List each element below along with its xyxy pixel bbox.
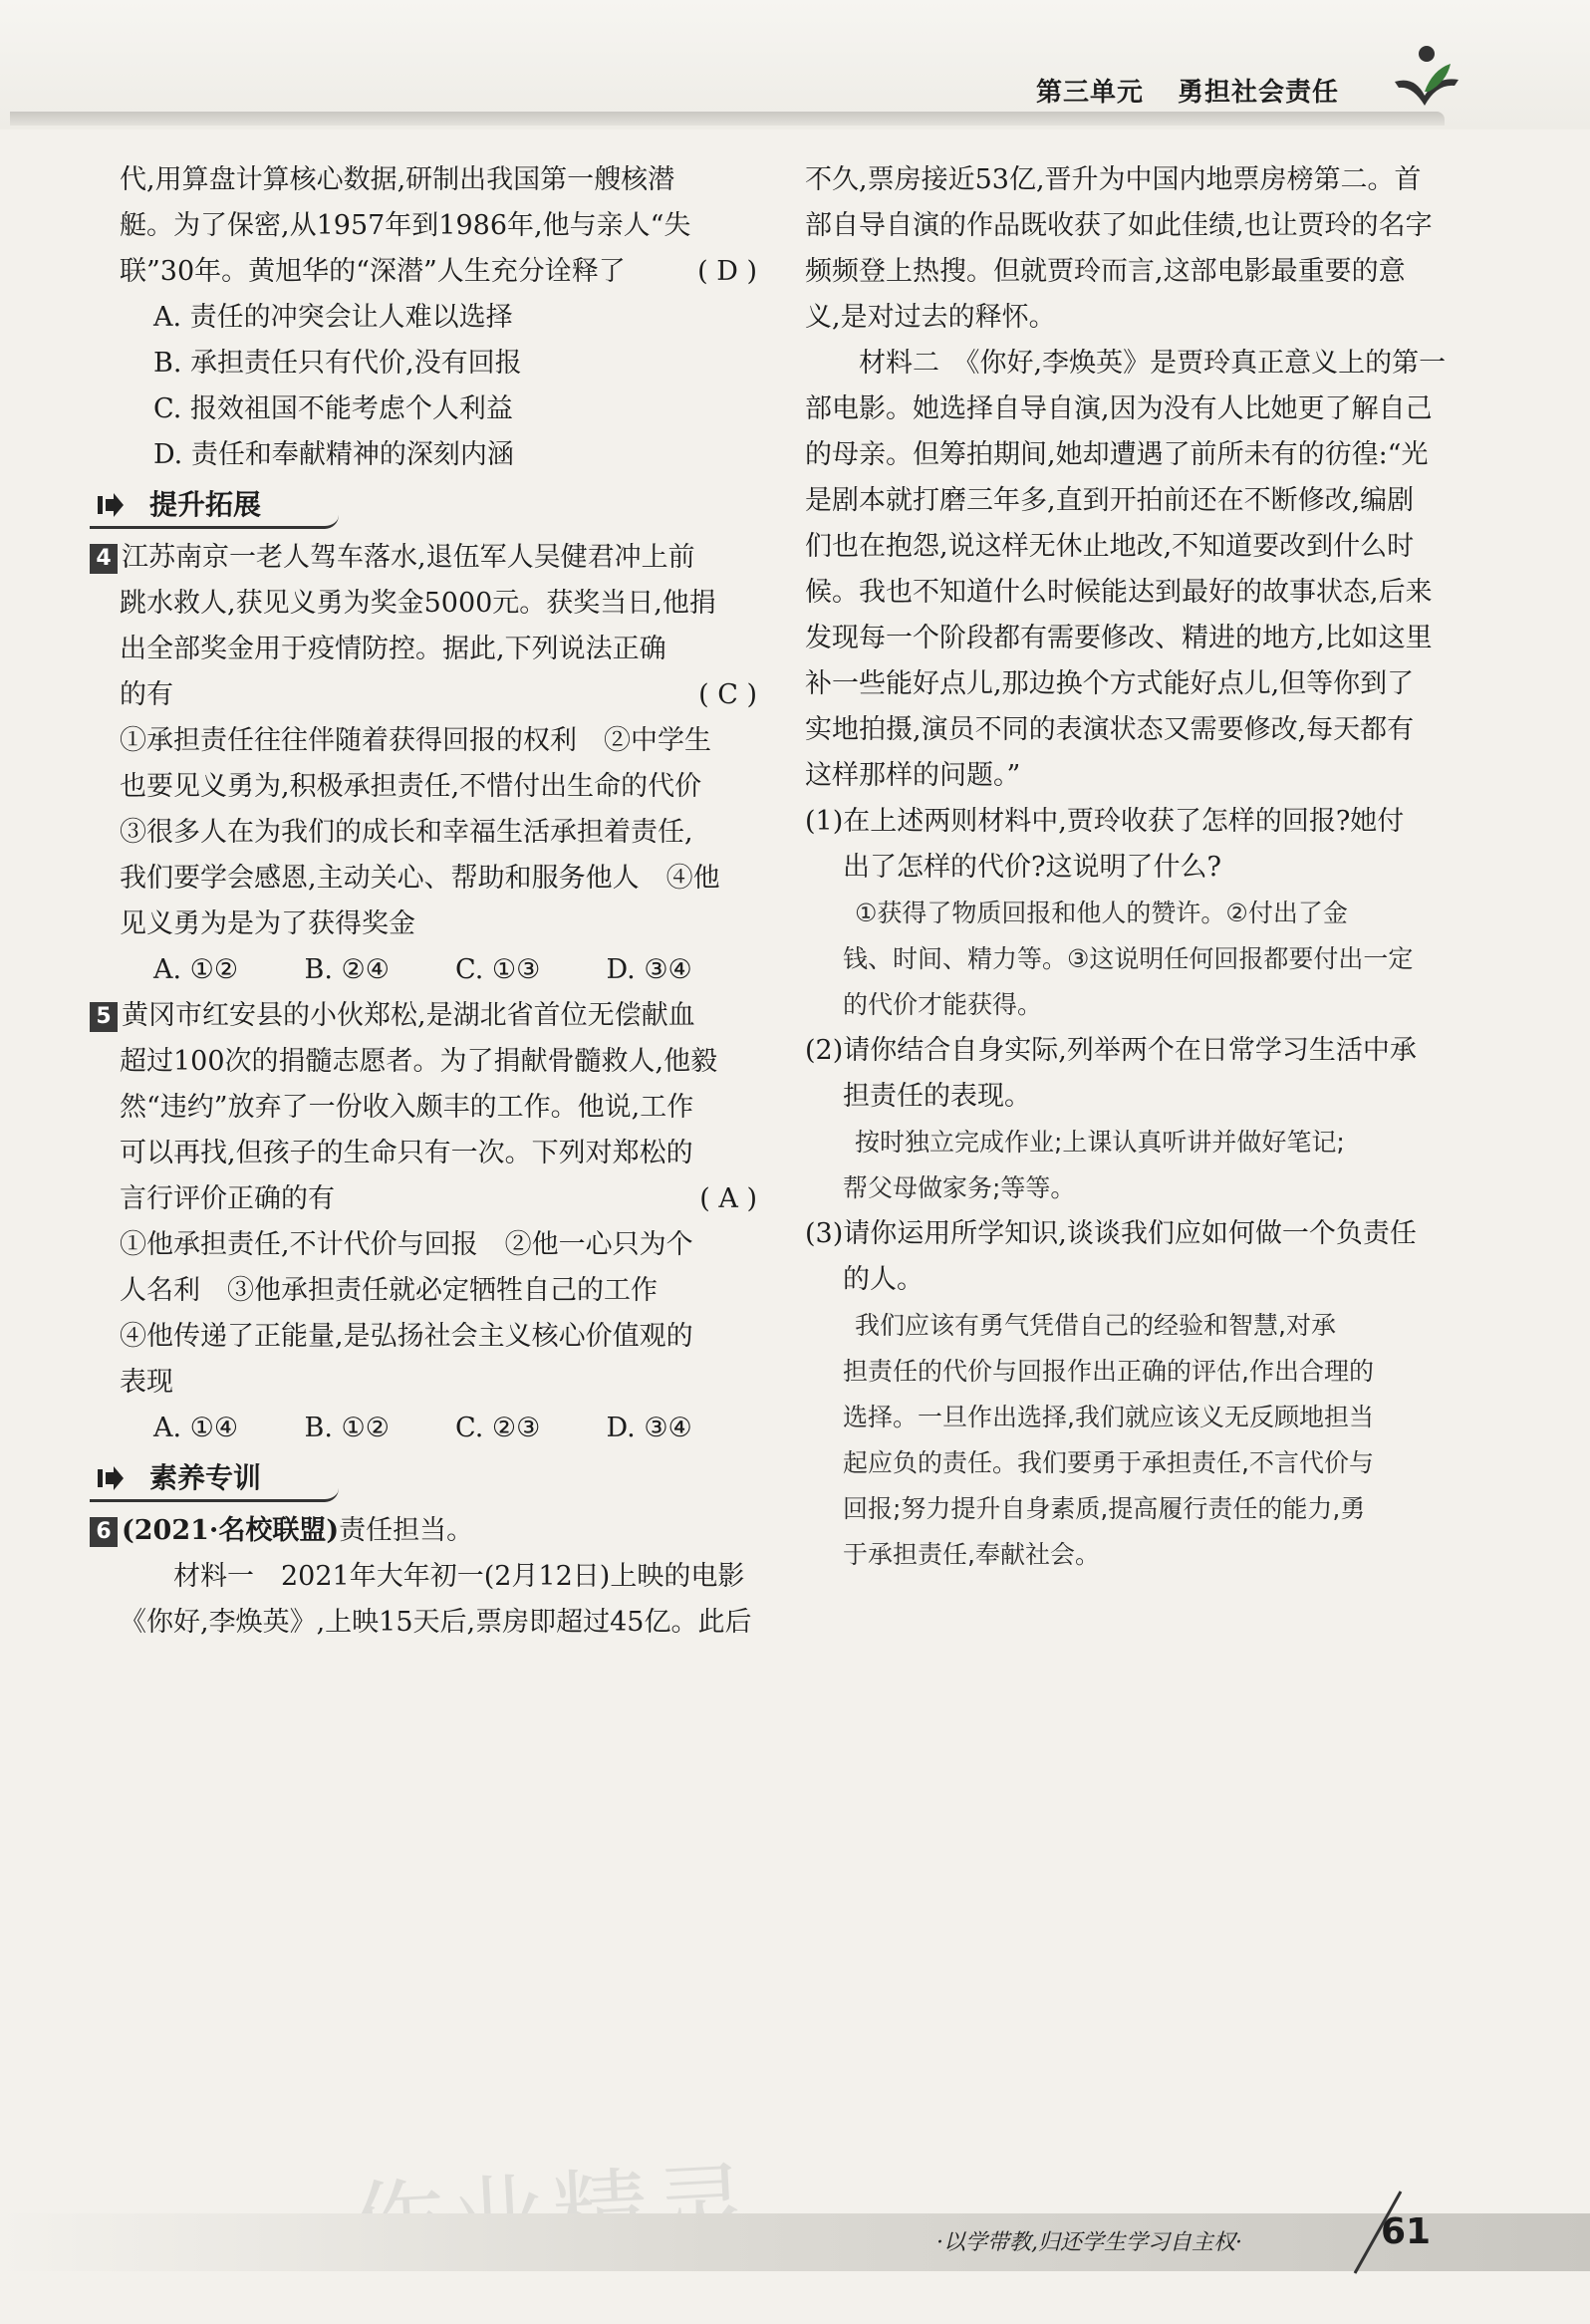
option: B. ①② bbox=[304, 1413, 390, 1443]
material-2 bbox=[805, 341, 1464, 387]
section-heading-extension bbox=[90, 484, 339, 529]
answer-line: 钱、时间、精力等。③这说明任何回报都要付出一定 bbox=[843, 944, 1414, 973]
unit-name: 勇担社会责任 bbox=[1178, 78, 1340, 108]
answer-1-cont bbox=[805, 936, 1464, 1028]
book-leaf-logo-icon bbox=[1385, 40, 1464, 120]
statement-line: 我们要学会感恩,主动关心、帮助和服务他人 ④他 bbox=[120, 863, 720, 894]
question-continuation bbox=[120, 157, 757, 295]
question-number: 4 bbox=[90, 544, 118, 574]
page-number: 61 bbox=[1381, 2211, 1432, 2252]
option: D. ③④ bbox=[606, 954, 692, 985]
material-1-continuation bbox=[805, 157, 1464, 341]
answer-line: 回报;努力提升自身素质,提高履行责任的能力,勇 bbox=[843, 1494, 1366, 1523]
answer-mark: ( A ) bbox=[699, 1183, 757, 1214]
answer-line: 的代价才能获得。 bbox=[843, 990, 1043, 1019]
answer-3-cont bbox=[805, 1349, 1464, 1578]
text-line: 的母亲。但筹拍期间,她却遭遇了前所未有的彷徨:“光 bbox=[805, 439, 1429, 470]
statement-line: ④他传递了正能量,是弘扬社会主义核心价值观的 bbox=[120, 1321, 693, 1352]
statement-line: ①他承担责任,不计代价与回报 ②他一心只为个 bbox=[120, 1229, 693, 1260]
text-line: 这样那样的问题。” bbox=[805, 760, 1021, 791]
answer-2-cont bbox=[805, 1165, 1464, 1211]
text-line: (2)请你结合自身实际,列举两个在日常学习生活中承 bbox=[805, 1035, 1417, 1066]
option: A. ①② bbox=[153, 954, 239, 985]
question-5 bbox=[96, 993, 757, 1451]
option: C. ②③ bbox=[455, 1413, 541, 1443]
text-line: 超过100次的捐髓志愿者。为了捐献骨髓救人,他毅 bbox=[120, 1046, 718, 1077]
answer-mark: ( C ) bbox=[698, 679, 757, 710]
answer-3 bbox=[805, 1303, 1464, 1349]
answer-mark: ( D ) bbox=[697, 256, 757, 287]
text-line: 黄冈市红安县的小伙郑松,是湖北省首位无偿献血 bbox=[122, 1000, 695, 1031]
text-line: 可以再找,但孩子的生命只有一次。下列对郑松的 bbox=[120, 1138, 693, 1168]
statement-line: 见义勇为是为了获得奖金 bbox=[120, 908, 415, 939]
answer-line: 担责任的代价与回报作出正确的评估,作出合理的 bbox=[843, 1357, 1374, 1386]
sub-question-1 bbox=[805, 799, 1464, 891]
text-line: 补一些能好点儿,那边换个方式能好点儿,但等你到了 bbox=[805, 668, 1415, 699]
header-tab-strip bbox=[10, 112, 1445, 126]
statement-line: 表现 bbox=[120, 1367, 173, 1398]
text-line: 发现每一个阶段都有需要修改、精进的地方,比如这里 bbox=[805, 623, 1433, 653]
text-line: 出全部奖金用于疫情防控。据此,下列说法正确 bbox=[120, 634, 666, 664]
option: D. ③④ bbox=[606, 1413, 692, 1443]
footer-motto: ·以学带教,归还学生学习自主权· bbox=[936, 2230, 1242, 2255]
text-line: 部自导自演的作品既收获了如此佳绩,也让贾玲的名字 bbox=[805, 210, 1433, 241]
answer-line: 起应负的责任。我们要勇于承担责任,不言代价与 bbox=[843, 1448, 1374, 1477]
option: C. 报效祖国不能考虑个人利益 bbox=[153, 393, 513, 424]
option: B. 承担责任只有代价,没有回报 bbox=[153, 348, 522, 379]
text-line: 《你好,李焕英》,上映15天后,票房即超过45亿。此后 bbox=[120, 1607, 752, 1638]
options-row bbox=[120, 1406, 757, 1451]
question-source: (2021·名校联盟) bbox=[122, 1515, 340, 1546]
material-2-body bbox=[805, 387, 1464, 799]
text-line: 的人。 bbox=[843, 1264, 924, 1295]
text-line: 然“违约”放弃了一份收入颇丰的工作。他说,工作 bbox=[120, 1092, 694, 1123]
answer-line: 选择。一旦作出选择,我们就应该义无反顾地担当 bbox=[843, 1403, 1374, 1431]
text-line: 言行评价正确的有 bbox=[120, 1183, 335, 1214]
options-row bbox=[120, 947, 757, 993]
section-heading-literacy bbox=[90, 1457, 339, 1502]
text-line: 担责任的表现。 bbox=[843, 1081, 1031, 1112]
text-line: 候。我也不知道什么时候能达到最好的故事状态,后来 bbox=[805, 577, 1433, 608]
text-line: 的有 bbox=[120, 679, 173, 710]
text-line: 艇。为了保密,从1957年到1986年,他与亲人“失 bbox=[120, 210, 691, 241]
question-title: 责任担当。 bbox=[339, 1515, 474, 1546]
statement-line: ③很多人在为我们的成长和幸福生活承担着责任, bbox=[120, 817, 693, 848]
text-line: 江苏南京一老人驾车落水,退伍军人吴健君冲上前 bbox=[122, 542, 695, 573]
statement-line: 人名利 ③他承担责任就必定牺牲自己的工作 bbox=[120, 1275, 658, 1306]
option: B. ②④ bbox=[304, 954, 390, 985]
text-line: 们也在抱怨,说这样无休止地改,不知道要改到什么时 bbox=[805, 531, 1415, 562]
text-line: 不久,票房接近53亿,晋升为中国内地票房榜第二。首 bbox=[805, 164, 1422, 195]
text-line: 部电影。她选择自导自演,因为没有人比她更了解自己 bbox=[805, 393, 1433, 424]
answer-line: 按时独立完成作业;上课认真听讲并做好笔记; bbox=[855, 1128, 1345, 1157]
text-line: 是剧本就打磨三年多,直到开拍前还在不断修改,编剧 bbox=[805, 485, 1415, 516]
statement-line: ①承担责任往往伴随着获得回报的权利 ②中学生 bbox=[120, 725, 711, 756]
sub-question-3 bbox=[805, 1211, 1464, 1303]
question-number: 5 bbox=[90, 1002, 118, 1032]
text-line: 材料一 2021年大年初一(2月12日)上映的电影 bbox=[173, 1561, 745, 1592]
section-title: 素养专训 bbox=[149, 1461, 262, 1494]
question-number: 6 bbox=[90, 1517, 118, 1547]
section-title: 提升拓展 bbox=[149, 488, 262, 521]
sub-question-2 bbox=[805, 1028, 1464, 1120]
statement-line: 也要见义勇为,积极承担责任,不惜付出生命的代价 bbox=[120, 771, 702, 802]
question-6 bbox=[96, 1508, 757, 1646]
answer-line: ①获得了物质回报和他人的赞许。②付出了金 bbox=[855, 899, 1348, 927]
option: C. ①③ bbox=[455, 954, 541, 985]
text-line: (1)在上述两则材料中,贾玲收获了怎样的回报?她付 bbox=[805, 806, 1405, 837]
unit-title bbox=[1036, 72, 1339, 109]
left-column bbox=[96, 157, 757, 1646]
text-line: 代,用算盘计算核心数据,研制出我国第一艘核潜 bbox=[120, 164, 675, 195]
question-4 bbox=[96, 535, 757, 993]
answer-line: 帮父母做家务;等等。 bbox=[843, 1173, 1076, 1202]
answer-2 bbox=[805, 1120, 1464, 1165]
text-line: 实地拍摄,演员不同的表演状态又需要修改,每天都有 bbox=[805, 714, 1415, 745]
text-line: 出了怎样的代价?这说明了什么? bbox=[843, 852, 1221, 883]
arrow-right-icon bbox=[96, 1463, 126, 1493]
option: D. 责任和奉献精神的深刻内涵 bbox=[153, 439, 514, 470]
answer-1 bbox=[805, 891, 1464, 936]
text-line: 跳水救人,获见义勇为奖金5000元。获奖当日,他捐 bbox=[120, 588, 716, 619]
text-line: 材料二 《你好,李焕英》是贾玲真正意义上的第一 bbox=[859, 348, 1447, 379]
option: A. ①④ bbox=[153, 1413, 239, 1443]
right-column bbox=[805, 157, 1464, 1578]
option: A. 责任的冲突会让人难以选择 bbox=[153, 302, 513, 333]
answer-line: 于承担责任,奉献社会。 bbox=[843, 1540, 1100, 1569]
arrow-right-icon bbox=[96, 490, 126, 520]
text-line: 联”30年。黄旭华的“深潜”人生充分诠释了 bbox=[120, 256, 626, 287]
text-line: (3)请你运用所学知识,谈谈我们应如何做一个负责任 bbox=[805, 1218, 1417, 1249]
text-line: 频频登上热搜。但就贾玲而言,这部电影最重要的意 bbox=[805, 256, 1406, 287]
answer-line: 我们应该有勇气凭借自己的经验和智慧,对承 bbox=[855, 1311, 1336, 1340]
text-line: 义,是对过去的释怀。 bbox=[805, 302, 1056, 333]
unit-label: 第三单元 bbox=[1036, 78, 1145, 108]
header-bar bbox=[0, 0, 1590, 129]
